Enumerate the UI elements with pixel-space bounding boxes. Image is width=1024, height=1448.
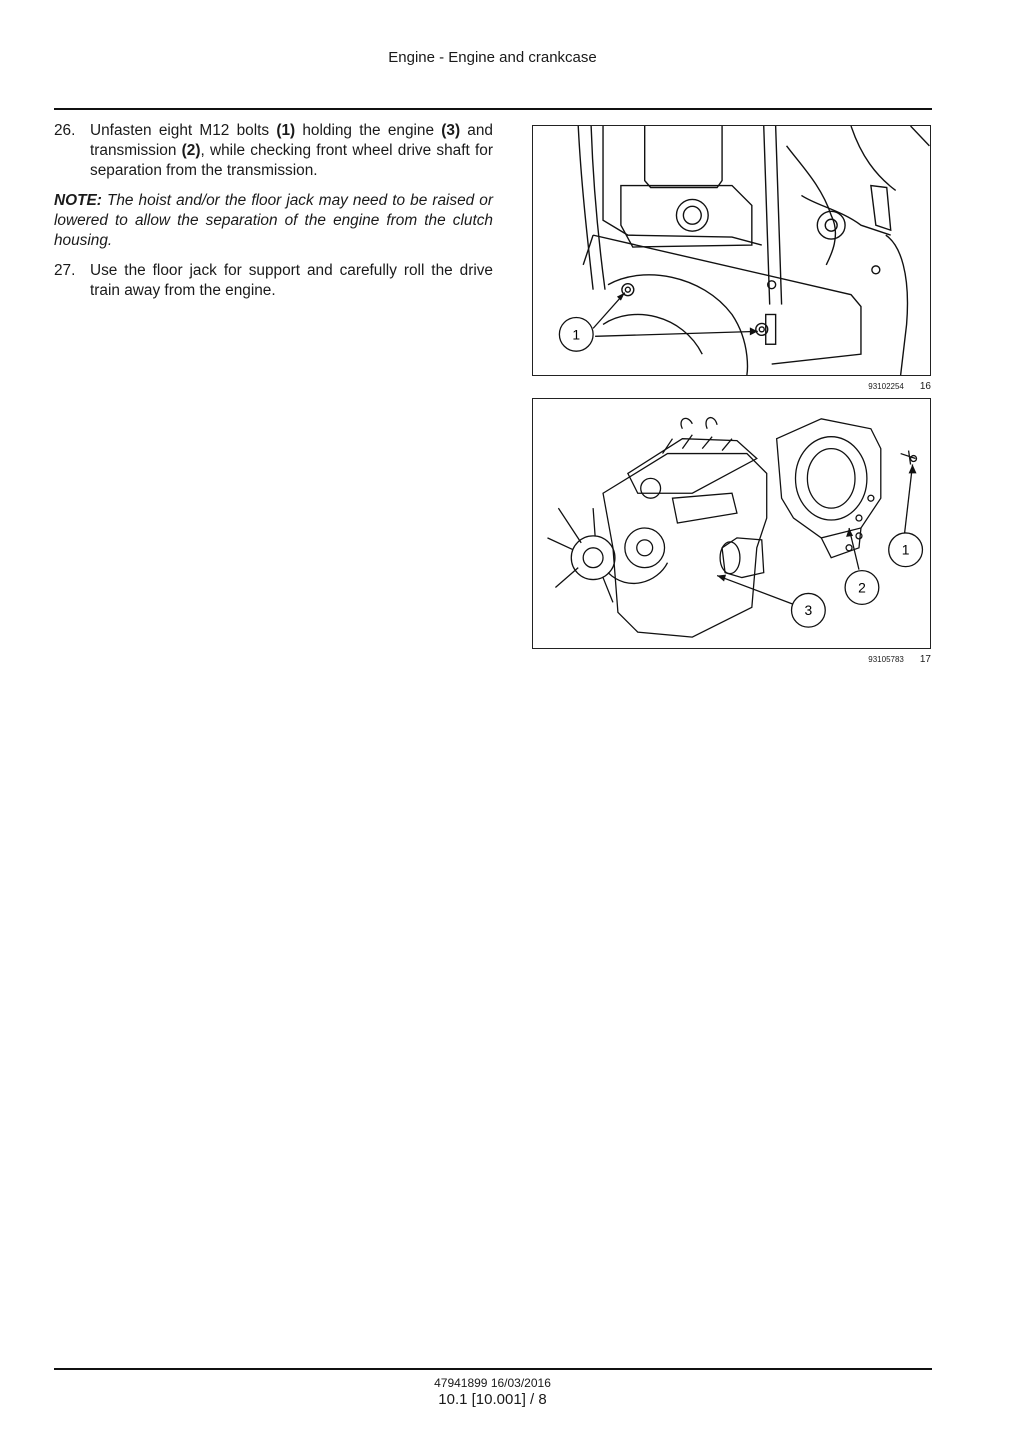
engine-bolts-illustration [533,126,930,375]
callout-ref: (2) [181,142,201,159]
callout-ref: (1) [276,122,296,139]
callout-leader [595,331,758,336]
header-rule [54,108,932,110]
footer-page-number: 10.1 [10.001] / 8 [438,1391,547,1408]
footer-rule [54,1368,932,1370]
step-number: 27. [54,262,76,279]
callout-2-label: 2 [858,579,866,596]
step-text [90,121,493,181]
instruction-column [54,121,493,311]
engine-transmission-illustration [533,399,930,648]
callout-leader [717,576,793,605]
note-label: NOTE: [54,192,102,209]
footer-doc-info: 47941899 16/03/2016 [434,1376,551,1390]
callout-ref: (3) [441,122,461,139]
figure-17-illustration [532,398,931,649]
step-text-part: Unfasten eight M12 bolts [90,122,277,139]
figure-17-caption [532,654,931,665]
page-header-title: Engine - Engine and crankcase [388,49,597,66]
step-27 [54,261,493,301]
figure-number: 17 [919,654,931,665]
figure-code: 93102254 [868,382,904,391]
step-text: Use the floor jack for support and carefully roll the drive train away from the engine. [90,262,493,299]
step-text-part: , while checking front wheel drive shaft for separation from the transmission. [90,142,493,179]
step-number: 26. [54,122,76,139]
callout-1-label: 1 [572,326,581,343]
step-26 [54,121,493,181]
step-text-part: holding the engine [295,122,442,139]
figure-number: 16 [919,381,931,392]
note-text: The hoist and/or the floor jack may need to be raised or lowered to allow the separation of the engine from the clutch housing. [54,192,493,249]
step-text-part: and transmission [90,122,493,159]
callout-1-label: 1 [901,541,910,558]
figure-code: 93105783 [868,655,904,664]
callout-leader [905,464,913,532]
callout-3-label: 3 [804,602,813,619]
note-block [54,191,493,251]
figure-16-illustration [532,125,931,376]
figure-16-caption [532,381,931,392]
